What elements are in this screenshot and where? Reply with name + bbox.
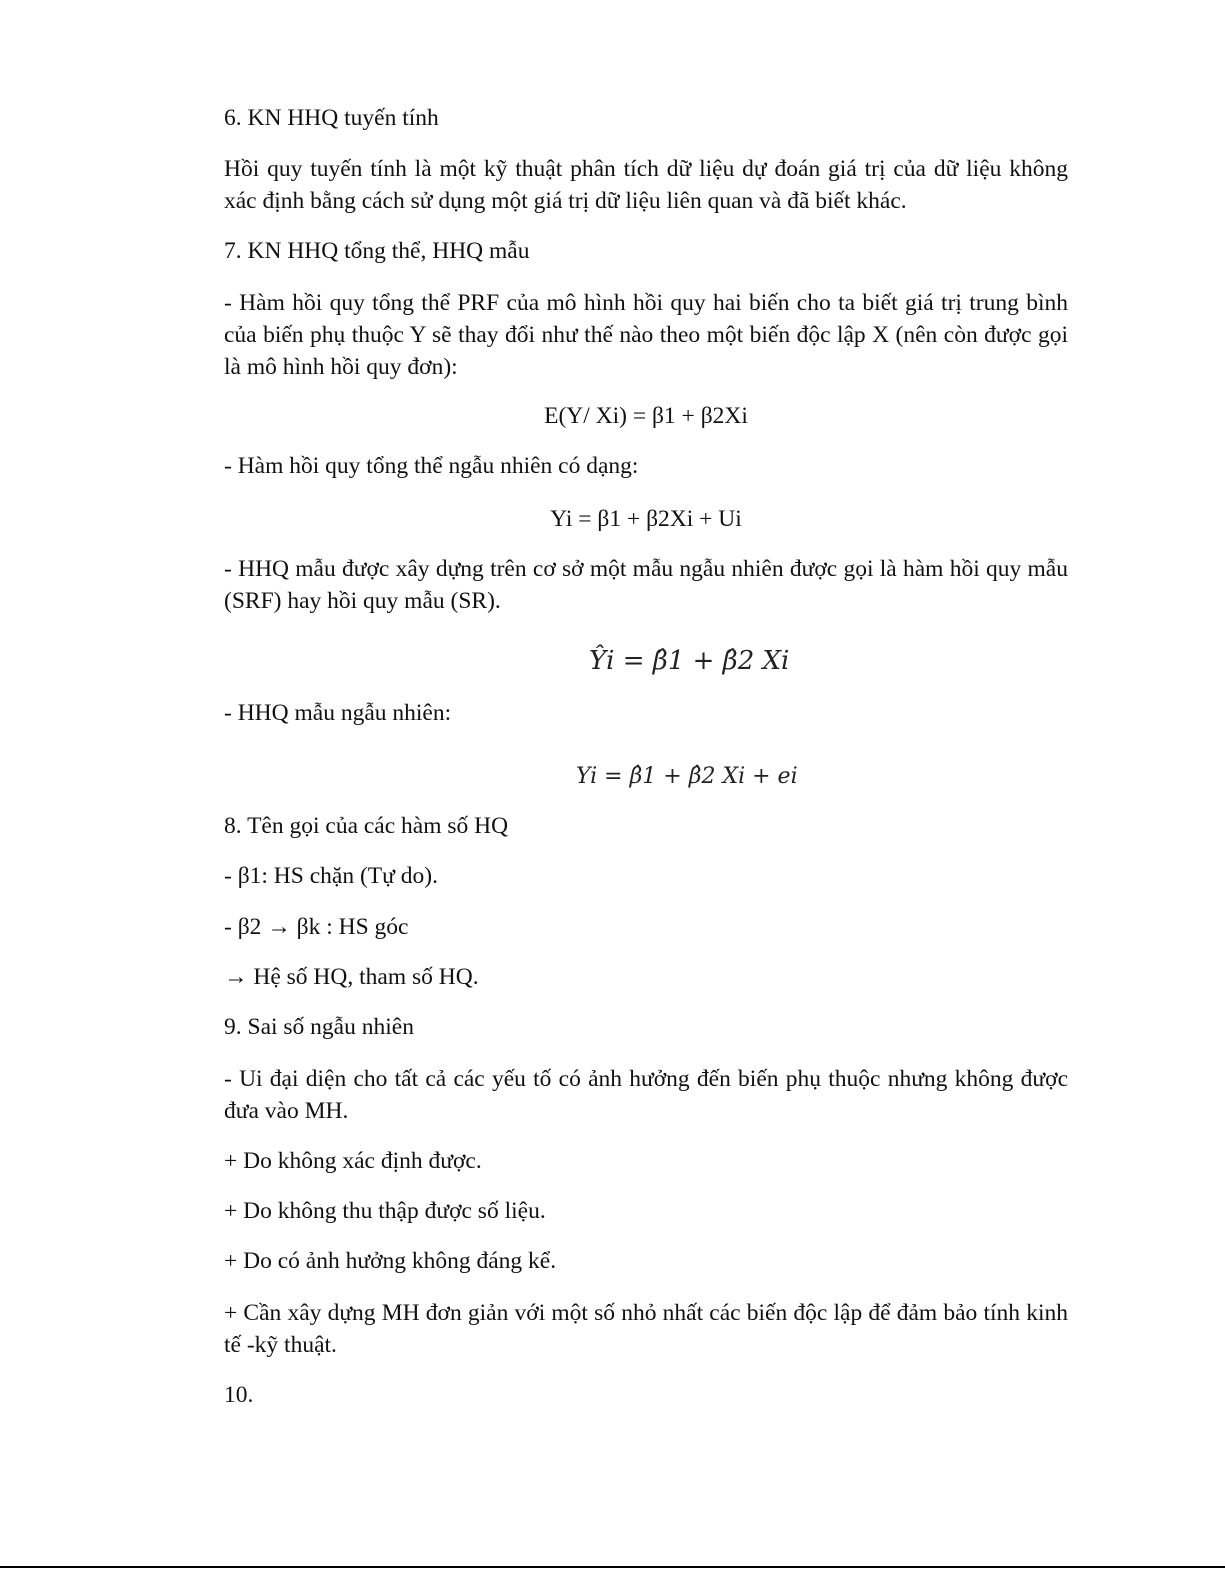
- section-9-reason-1: + Do không xác định được.: [224, 1148, 482, 1174]
- section-9-reason-2: + Do không thu thập được số liệu.: [224, 1198, 546, 1224]
- section-6-body: Hồi quy tuyến tính là một kỹ thuật phân tích dữ liệu dự đoán giá trị của dữ liệu không xác định bằng cách sử dụng một giá trị dữ liệu liên quan và đã biết khác.: [224, 156, 1068, 214]
- section-8-beta2: - β2 → βk : HS góc: [224, 914, 409, 940]
- section-9-reason-4: + Cần xây dựng MH đơn giản với một số nhỏ nhất các biến độc lập để đảm bảo tính kinh tế -kỹ thuật.: [224, 1300, 1068, 1358]
- formula-random-prf: Yi = β1 + β2Xi + Ui: [550, 506, 742, 532]
- section-7-srf-paragraph: - HHQ mẫu được xây dựng trên cơ sở một mẫu ngẫu nhiên được gọi là hàm hồi quy mẫu (SRF) hay hồi quy mẫu (SR).: [224, 556, 1068, 614]
- formula-srf-image: [224, 636, 1068, 680]
- section-8-beta1: - β1: HS chặn (Tự do).: [224, 863, 438, 889]
- section-10-heading: 10.: [224, 1382, 254, 1408]
- section-9-reason-3: + Do có ảnh hưởng không đáng kể.: [224, 1248, 557, 1274]
- sample-random-formula-text: Yi = β̂1 + β̂2 Xi + ei: [576, 764, 798, 789]
- srf-formula-text: Ŷi = β̂1 + β̂2 Xi: [589, 646, 790, 676]
- formula-sample-random-image: [224, 754, 1068, 794]
- section-9-heading: 9. Sai số ngẫu nhiên: [224, 1014, 414, 1040]
- section-8-coefficient: → Hệ số HQ, tham số HQ.: [224, 964, 479, 990]
- section-6-heading: 6. KN HHQ tuyến tính: [224, 105, 439, 131]
- section-7-prf-paragraph: - Hàm hồi quy tổng thể PRF của mô hình hồi quy hai biến cho ta biết giá trị trung bình của biến phụ thuộc Y sẽ thay đổi như thế nào theo một biến độc lập X (nên còn được gọi là mô hình hồi quy đơn):: [224, 290, 1068, 380]
- section-7-random-prf-text: - Hàm hồi quy tổng thể ngẫu nhiên có dạng:: [224, 453, 639, 479]
- section-7-sample-random-text: - HHQ mẫu ngẫu nhiên:: [224, 700, 452, 726]
- section-9-ui-paragraph: - Ui đại diện cho tất cả các yếu tố có ảnh hưởng đến biến phụ thuộc nhưng không được đưa vào MH.: [224, 1066, 1068, 1124]
- srf-formula-svg: [561, 636, 790, 680]
- formula-prf: E(Y/ Xi) = β1 + β2Xi: [544, 403, 748, 429]
- sample-random-formula-svg: [551, 754, 798, 794]
- section-7-heading: 7. KN HHQ tổng thể, HHQ mẫu: [224, 238, 530, 264]
- page-bottom-border: [0, 1566, 1225, 1568]
- section-8-heading: 8. Tên gọi của các hàm số HQ: [224, 813, 509, 839]
